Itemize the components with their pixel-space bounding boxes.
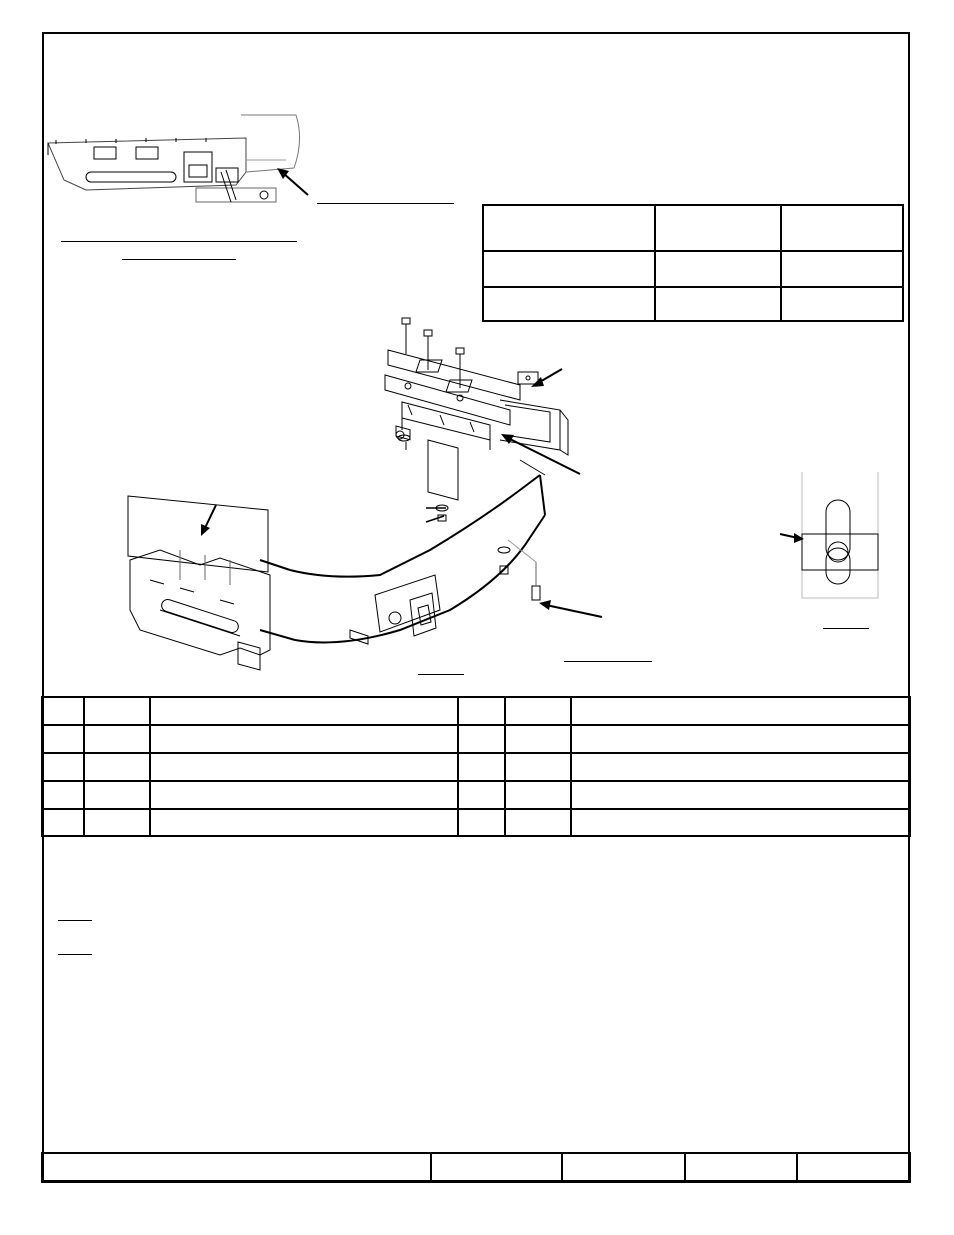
note-label-underline <box>58 920 92 921</box>
inset-caption-underline <box>61 241 297 242</box>
arrow-washer-left <box>424 502 454 526</box>
parts-list-table <box>41 696 911 837</box>
parts-cell <box>84 781 150 809</box>
spec-cell <box>781 251 903 287</box>
parts-cell <box>42 781 84 809</box>
footer-cell <box>562 1153 685 1182</box>
arrow-plate-left <box>198 502 220 538</box>
parts-cell <box>571 725 910 753</box>
arrow-bolt-right <box>536 597 606 621</box>
arrow-bracket <box>498 432 584 478</box>
spec-cell <box>483 205 655 251</box>
parts-cell <box>42 753 84 781</box>
arrow-side-detail <box>778 530 806 546</box>
parts-cell <box>505 753 571 781</box>
parts-cell <box>84 697 150 725</box>
parts-cell <box>42 725 84 753</box>
parts-cell <box>150 809 458 836</box>
spec-cell <box>483 251 655 287</box>
spec-cell <box>655 287 781 321</box>
spec-cell <box>781 205 903 251</box>
parts-cell <box>571 697 910 725</box>
side-fig-underline <box>823 628 869 629</box>
parts-cell <box>150 697 458 725</box>
footer-cell <box>42 1153 431 1182</box>
detail-fig-underline <box>564 661 652 662</box>
inset-arrow <box>275 165 315 200</box>
parts-cell <box>84 725 150 753</box>
parts-cell <box>458 725 505 753</box>
parts-cell <box>571 809 910 836</box>
parts-cell <box>42 697 84 725</box>
parts-cell <box>458 697 505 725</box>
spec-table <box>482 204 904 322</box>
footer-cell <box>431 1153 562 1182</box>
footer-title-block <box>41 1152 911 1183</box>
main-fig-underline <box>418 674 464 675</box>
parts-cell <box>505 809 571 836</box>
parts-cell <box>571 753 910 781</box>
carriage-bolts <box>402 318 464 388</box>
parts-cell <box>150 725 458 753</box>
parts-cell <box>42 809 84 836</box>
parts-cell <box>150 753 458 781</box>
parts-cell <box>571 781 910 809</box>
inset-bumper-diagram <box>46 110 306 220</box>
footer-cell <box>797 1153 910 1182</box>
inset-detail-underline <box>317 203 454 204</box>
note-label-underline <box>58 954 92 955</box>
inset-caption-underline-2 <box>122 259 236 260</box>
parts-cell <box>458 809 505 836</box>
spec-cell <box>655 251 781 287</box>
parts-cell <box>84 753 150 781</box>
parts-cell <box>505 697 571 725</box>
parts-cell <box>458 753 505 781</box>
side-detail-diagram <box>800 470 882 602</box>
parts-cell <box>458 781 505 809</box>
footer-cell <box>685 1153 797 1182</box>
parts-cell <box>505 781 571 809</box>
parts-cell <box>84 809 150 836</box>
parts-cell <box>150 781 458 809</box>
parts-cell <box>505 725 571 753</box>
arrow-square-plate <box>528 366 568 390</box>
spec-cell <box>655 205 781 251</box>
spec-cell <box>781 287 903 321</box>
